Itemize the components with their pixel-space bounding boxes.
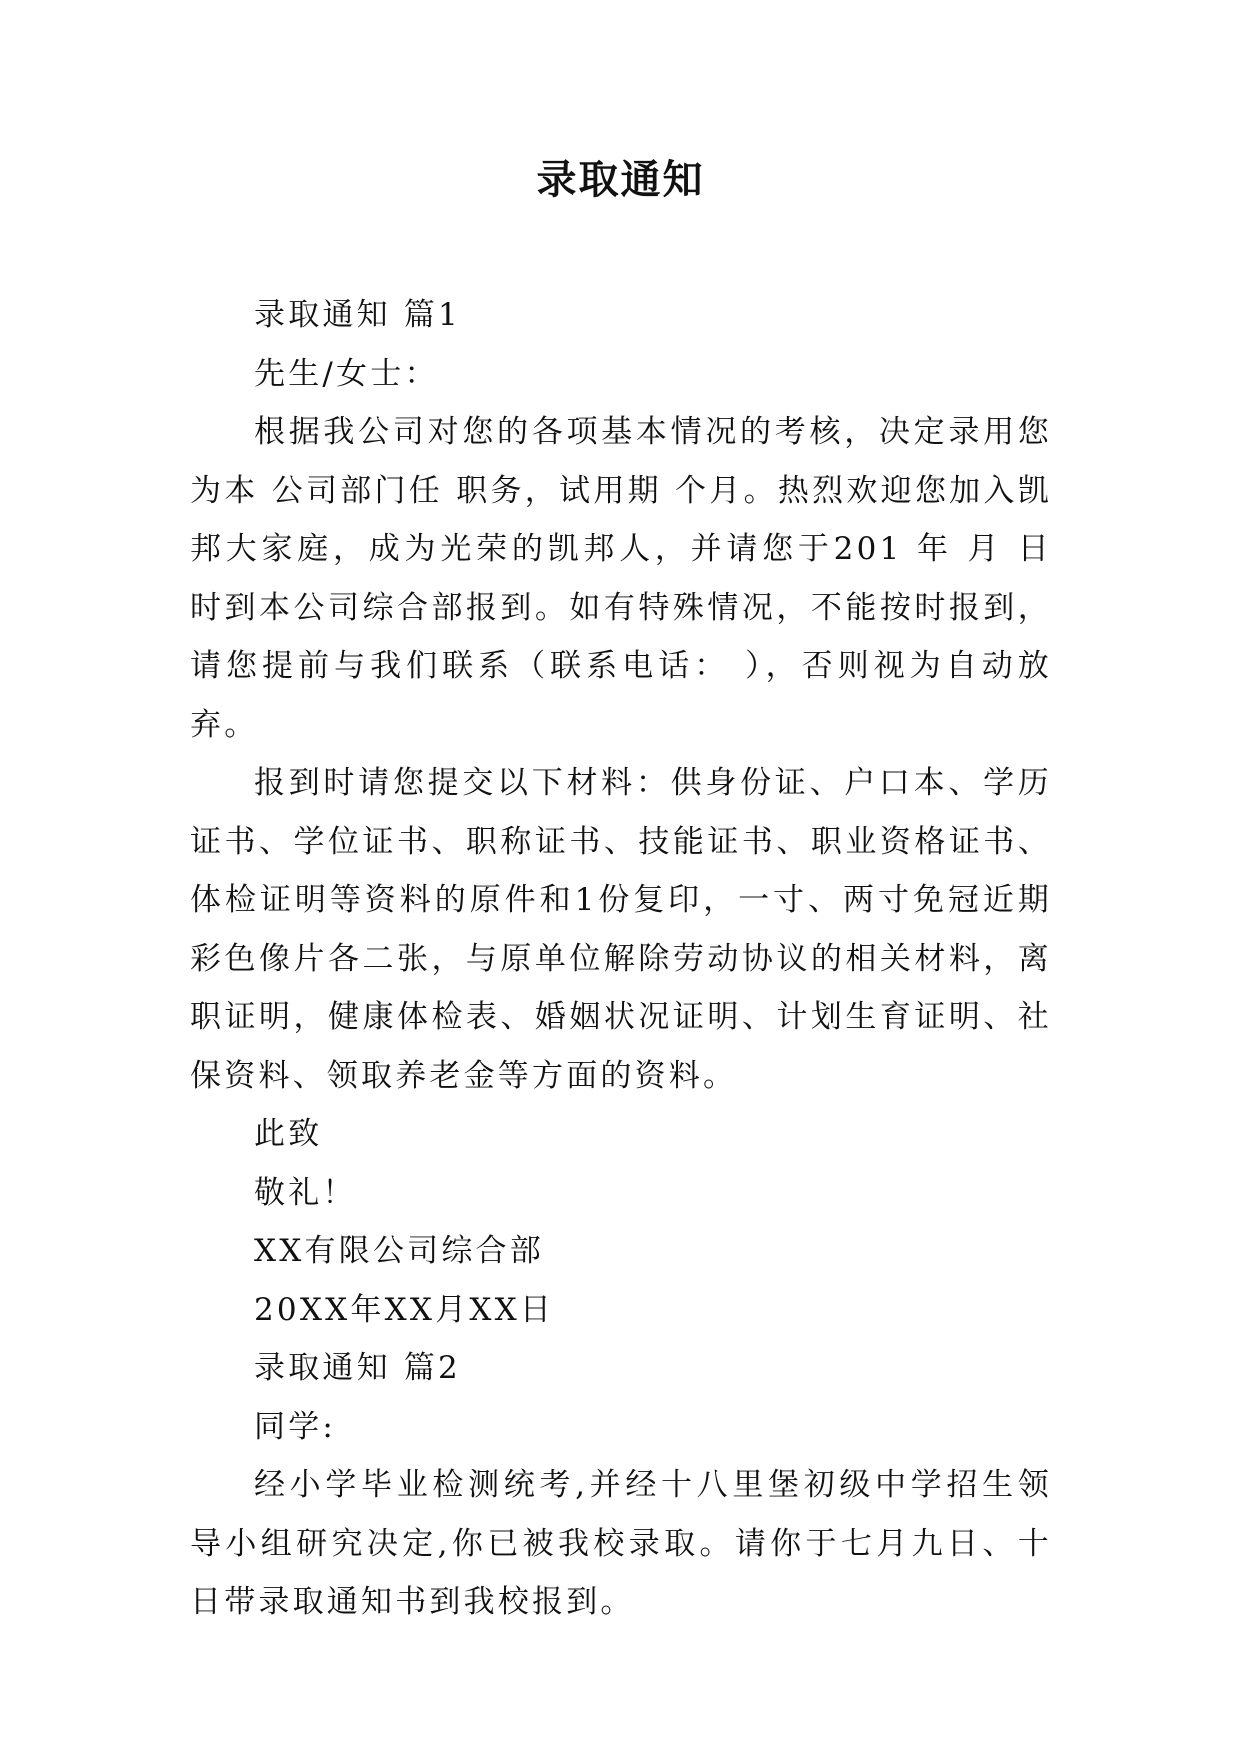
section-heading-1: 录取通知 篇1 — [254, 297, 461, 333]
document-title: 录取通知 — [536, 156, 705, 203]
student-salutation: 同学: — [254, 1408, 337, 1445]
offer-paragraph: 根据我公司对您的各项基本情况的考核，决定录用您为本 公司部门任 职务，试用期 个月。热烈欢迎您加入凯邦大家庭，成为光荣的凯邦人，并请您于201 年 月 日 时到本公司综合部报到。如有特殊情况，不能按时报到，请您提前与我们联系（联系电话： ），否则视为自动放弃。 — [190, 414, 1052, 743]
admission-paragraph: 经小学毕业检测统考,并经十八里堡初级中学招生领导小组研究决定,你已被我校录取。请你于七月九日、十日带录取通知书到我校报到。 — [190, 1467, 1052, 1620]
closing-line: 此致 — [254, 1116, 323, 1152]
section-heading-2: 录取通知 篇2 — [254, 1350, 461, 1386]
signature-date: 20XX年XX月XX日 — [254, 1291, 555, 1328]
salutation: 先生/女士： — [254, 355, 439, 392]
signature-company: XX有限公司综合部 — [254, 1233, 544, 1269]
materials-paragraph: 报到时请您提交以下材料：供身份证、户口本、学历证书、学位证书、职称证书、技能证书、职业资格证书、体检证明等资料的原件和1份复印，一寸、两寸免冠近期彩色像片各二张，与原单位解除劳动协议的相关材料，离职证明，健康体检表、婚姻状况证明、计划生育证明、社保资料、领取养老金等方面的资料。 — [190, 765, 1052, 1094]
document-body — [190, 286, 1052, 1632]
regards-line: 敬礼！ — [254, 1174, 357, 1211]
